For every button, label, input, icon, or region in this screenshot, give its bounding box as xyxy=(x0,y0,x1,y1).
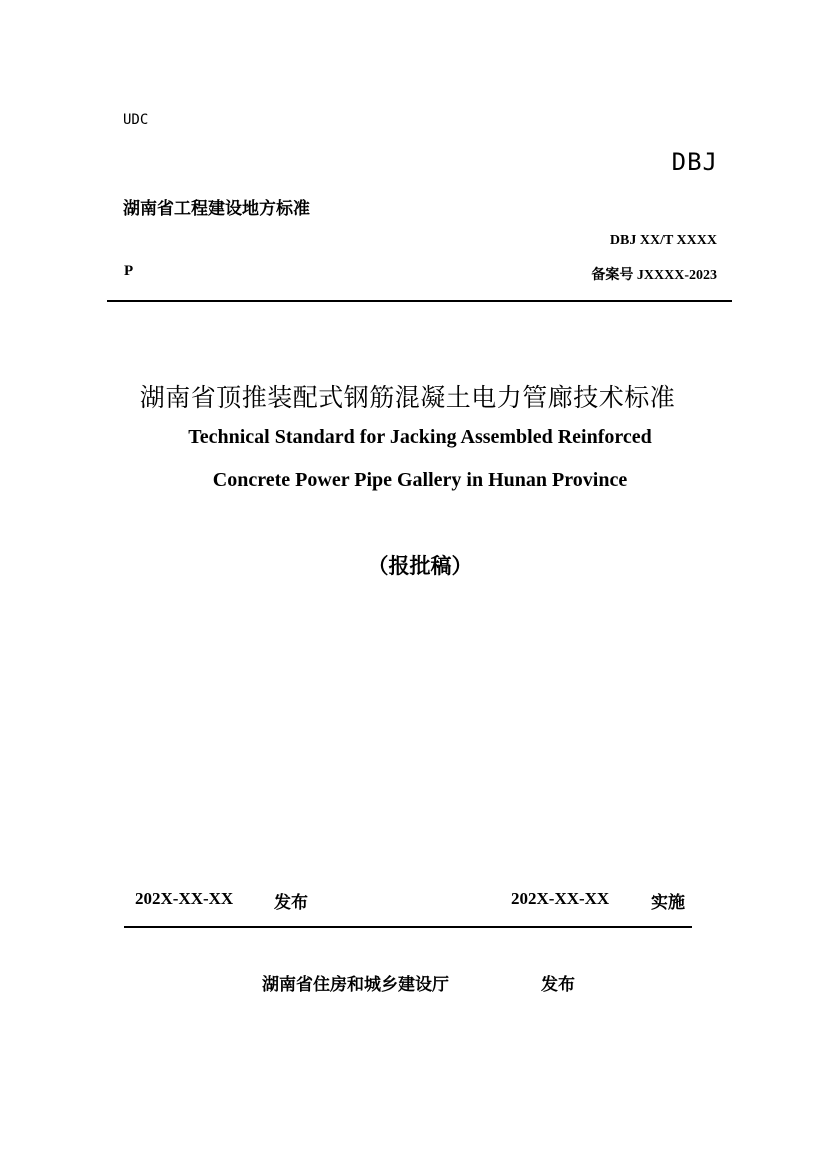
effective-date: 202X-XX-XX xyxy=(511,889,610,908)
footer-divider xyxy=(124,926,692,928)
publish-date: 202X-XX-XX xyxy=(135,889,234,908)
publish-label: 发布 xyxy=(274,893,308,913)
dbj-mark: DBJ xyxy=(671,148,718,176)
issuing-authority: 湖南省住房和城乡建设厅 xyxy=(262,975,449,995)
udc-label: UDC xyxy=(123,112,149,128)
standard-category: 湖南省工程建设地方标准 xyxy=(123,199,310,219)
title-english-line-1: Technical Standard for Jacking Assembled Reinforced xyxy=(188,426,652,448)
classification-code: P xyxy=(124,263,134,279)
draft-status: （报批稿） xyxy=(367,554,473,578)
header-divider xyxy=(107,300,732,302)
title-chinese: 湖南省顶推装配式钢筋混凝土电力管廊技术标准 xyxy=(139,383,676,412)
effective-label: 实施 xyxy=(651,893,685,913)
title-english-line-2: Concrete Power Pipe Gallery in Hunan Province xyxy=(212,469,628,491)
record-number: 备案号 JXXXX-2023 xyxy=(591,268,717,283)
issuer-action: 发布 xyxy=(541,975,575,995)
standard-number: DBJ XX/T XXXX xyxy=(609,233,717,248)
